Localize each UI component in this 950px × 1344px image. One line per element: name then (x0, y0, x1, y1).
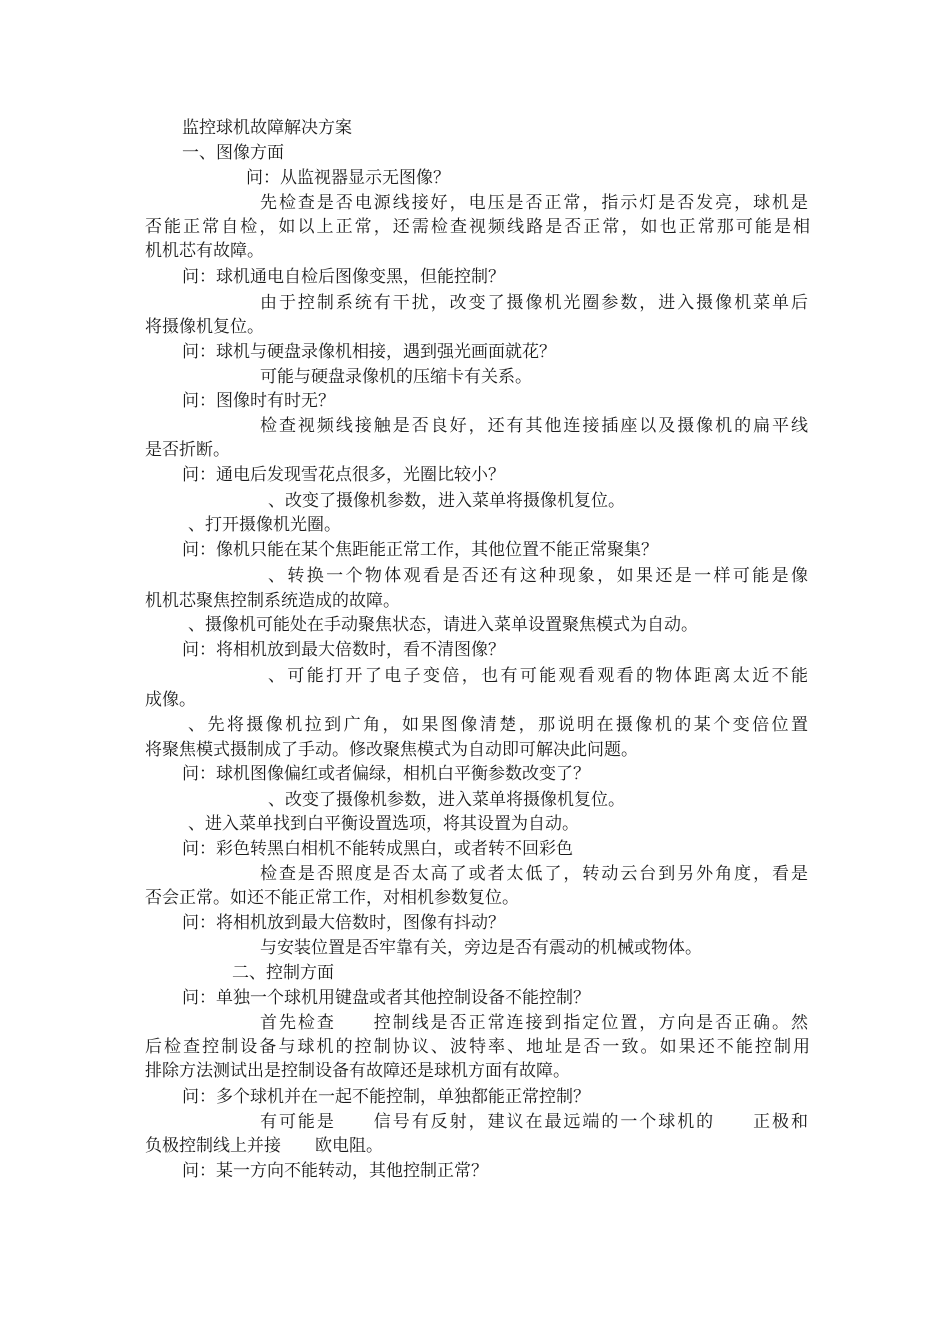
answer-line: 将摄像机复位。 (145, 317, 264, 337)
answer-line: 先检查是否电源线接好，电压是否正常，指示灯是否发亮，球机是 (260, 193, 808, 213)
answer-line: 、转换一个物体观看是否还有这种现象，如果还是一样可能是像 (268, 566, 808, 586)
answer-line: 将聚焦模式摄制成了手动。修改聚焦模式为自动即可解决此问题。 (145, 740, 638, 760)
question-line: 问：像机只能在某个焦距能正常工作，其他位置不能正常聚集？ (182, 540, 658, 560)
answer-line: 、打开摄像机光圈。 (188, 515, 341, 535)
answer-line: 、改变了摄像机参数，进入菜单将摄像机复位。 (268, 790, 625, 810)
answer-line: 首先检查 控制线是否正常连接到指定位置，方向是否正确。然 (260, 1013, 808, 1033)
answer-line: 后检查控制设备与球机的控制协议、波特率、地址是否一致。如果还不能控制用 (145, 1037, 810, 1057)
answer-line: 否能正常自检，如以上正常，还需检查视频线路是否正常，如也正常那可能是相 (145, 217, 810, 237)
answer-line: 、进入菜单找到白平衡设置选项，将其设置为自动。 (188, 814, 579, 834)
answer-line: 、改变了摄像机参数，进入菜单将摄像机复位。 (268, 491, 625, 511)
answer-line: 是否折断。 (145, 440, 230, 460)
answer-line: 机机芯有故障。 (145, 241, 264, 261)
question-line: 问：从监视器显示无图像？ (246, 168, 450, 188)
section-heading-image: 一、图像方面 (182, 143, 284, 163)
answer-line: 检查是否照度是否太高了或者太低了，转动云台到另外角度，看是 (260, 864, 808, 884)
question-line: 问：球机通电自检后图像变黑，但能控制？ (182, 267, 505, 287)
question-line: 问：彩色转黑白相机不能转成黑白，或者转不回彩色 (182, 839, 573, 859)
doc-title: 监控球机故障解决方案 (182, 118, 352, 138)
question-line: 问：通电后发现雪花点很多，光圈比较小？ (182, 465, 505, 485)
question-line: 问：球机图像偏红或者偏绿，相机白平衡参数改变了？ (182, 764, 590, 784)
section-heading-control: 二、控制方面 (232, 963, 334, 983)
question-line: 问：单独一个球机用键盘或者其他控制设备不能控制？ (182, 988, 590, 1008)
answer-line: 排除方法测试出是控制设备有故障还是球机方面有故障。 (145, 1061, 570, 1081)
answer-line: 负极控制线上并接 欧电阻。 (145, 1136, 383, 1156)
answer-line: 否会正常。如还不能正常工作，对相机参数复位。 (145, 888, 519, 908)
question-line: 问：将相机放到最大倍数时，图像有抖动？ (182, 913, 505, 933)
answer-line: 、先将摄像机拉到广角，如果图像清楚，那说明在摄像机的某个变倍位置 (188, 715, 808, 735)
question-line: 问：某一方向不能转动，其他控制正常？ (182, 1161, 488, 1181)
answer-line: 机机芯聚焦控制系统造成的故障。 (145, 591, 400, 611)
answer-line: 检查视频线接触是否良好，还有其他连接插座以及摄像机的扁平线 (260, 416, 808, 436)
question-line: 问：多个球机并在一起不能控制，单独都能正常控制？ (182, 1087, 590, 1107)
answer-line: 与安装位置是否牢靠有关，旁边是否有震动的机械或物体。 (260, 938, 702, 958)
question-line: 问：将相机放到最大倍数时，看不清图像？ (182, 640, 505, 660)
answer-line: 、摄像机可能处在手动聚焦状态，请进入菜单设置聚焦模式为自动。 (188, 615, 698, 635)
answer-line: 成像。 (145, 690, 196, 710)
answer-line: 可能与硬盘录像机的压缩卡有关系。 (260, 367, 532, 387)
answer-line: 有可能是 信号有反射，建议在最远端的一个球机的 正极和 (260, 1112, 808, 1132)
question-line: 问：球机与硬盘录像机相接，遇到强光画面就花？ (182, 342, 556, 362)
answer-line: 、可能打开了电子变倍，也有可能观看观看的物体距离太近不能 (268, 666, 808, 686)
answer-line: 由于控制系统有干扰，改变了摄像机光圈参数，进入摄像机菜单后 (260, 293, 808, 313)
question-line: 问：图像时有时无？ (182, 391, 335, 411)
